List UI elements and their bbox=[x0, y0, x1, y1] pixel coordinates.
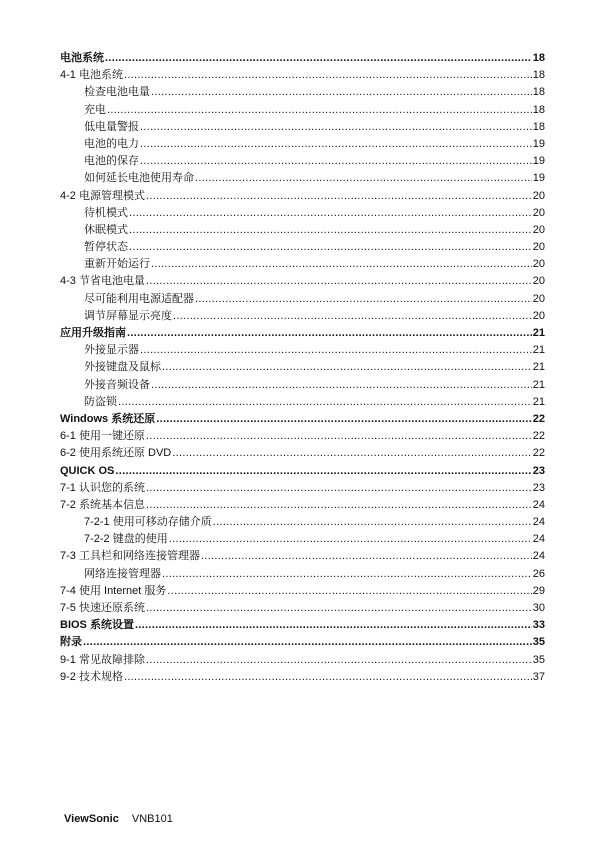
toc-entry-page: 24 bbox=[532, 498, 545, 511]
dot-leader bbox=[146, 273, 532, 290]
toc-entry-label: 外接音频设备 bbox=[84, 378, 150, 391]
toc-entry[interactable] bbox=[60, 634, 545, 651]
toc-entry[interactable] bbox=[60, 50, 545, 67]
toc-entry[interactable] bbox=[60, 411, 545, 428]
dot-leader bbox=[105, 50, 532, 67]
toc-entry[interactable] bbox=[60, 652, 545, 669]
toc-entry-page: 20 bbox=[532, 241, 545, 254]
toc-entry-label: 9-1 常见故障排除 bbox=[60, 653, 145, 666]
toc-entry[interactable] bbox=[60, 256, 545, 273]
toc-entry-label: 6-2 使用系统还原 DVD bbox=[60, 447, 172, 460]
dot-leader bbox=[140, 119, 532, 136]
toc-entry-page: 22 bbox=[532, 412, 545, 425]
toc-entry-page: 22 bbox=[532, 447, 545, 460]
toc-entry[interactable] bbox=[60, 291, 545, 308]
dot-leader bbox=[146, 652, 532, 669]
toc-entry[interactable] bbox=[60, 84, 545, 101]
dot-leader bbox=[129, 222, 532, 239]
toc-entry-label: 电池的保存 bbox=[84, 155, 139, 168]
toc-entry[interactable] bbox=[60, 583, 545, 600]
toc-entry-label: 外接显示器 bbox=[84, 344, 139, 357]
toc-entry-page: 20 bbox=[532, 206, 545, 219]
toc-entry[interactable] bbox=[60, 205, 545, 222]
dot-leader bbox=[167, 583, 531, 600]
dot-leader bbox=[173, 308, 532, 325]
footer-model: VNB101 bbox=[131, 813, 173, 825]
dot-leader bbox=[83, 634, 532, 651]
dot-leader bbox=[115, 463, 531, 480]
toc-entry-page: 18 bbox=[532, 103, 545, 116]
toc-entry-label: 尽可能利用电源适配器 bbox=[84, 292, 194, 305]
toc-entry-label: 网络连接管理器 bbox=[84, 567, 161, 580]
dot-leader bbox=[146, 497, 532, 514]
toc-entry-label: 重新开始运行 bbox=[84, 258, 150, 271]
toc-entry-page: 18 bbox=[532, 52, 545, 64]
footer-brand: ViewSonic bbox=[64, 813, 119, 825]
toc-entry-label: 4-3 节省电池电量 bbox=[60, 275, 145, 288]
toc-entry[interactable] bbox=[60, 463, 545, 480]
toc-entry-page: 35 bbox=[532, 636, 545, 649]
dot-leader bbox=[127, 325, 532, 342]
toc-entry-page: 20 bbox=[532, 223, 545, 236]
dot-leader bbox=[195, 291, 532, 308]
table-of-contents bbox=[60, 50, 545, 686]
toc-entry[interactable] bbox=[60, 669, 545, 686]
toc-entry[interactable] bbox=[60, 445, 545, 462]
toc-entry[interactable] bbox=[60, 600, 545, 617]
toc-entry-label: 7-3 工具栏和网络连接管理器 bbox=[60, 550, 200, 563]
dot-leader bbox=[172, 445, 532, 462]
toc-entry[interactable] bbox=[60, 102, 545, 119]
toc-entry-label: 4-2 电源管理模式 bbox=[60, 189, 145, 202]
toc-entry[interactable] bbox=[60, 377, 545, 394]
toc-entry-label: 检查电池电量 bbox=[84, 86, 150, 99]
toc-entry-label: BIOS 系统设置 bbox=[60, 619, 134, 632]
toc-entry[interactable] bbox=[60, 325, 545, 342]
toc-entry[interactable] bbox=[60, 188, 545, 205]
dot-leader bbox=[140, 153, 532, 170]
toc-entry[interactable] bbox=[60, 136, 545, 153]
dot-leader bbox=[146, 428, 532, 445]
dot-leader bbox=[169, 531, 532, 548]
toc-entry[interactable] bbox=[60, 394, 545, 411]
toc-entry-label: 7-5 快速还原系统 bbox=[60, 602, 145, 614]
dot-leader bbox=[146, 188, 532, 205]
toc-entry-label: 7-2 系统基本信息 bbox=[60, 498, 145, 511]
toc-entry-page: 21 bbox=[532, 327, 545, 339]
dot-leader bbox=[151, 377, 532, 394]
toc-entry[interactable] bbox=[60, 153, 545, 170]
toc-entry-label: 低电量警报 bbox=[84, 120, 139, 133]
toc-entry-page: 23 bbox=[532, 481, 545, 494]
toc-entry[interactable] bbox=[60, 548, 545, 565]
toc-entry[interactable] bbox=[60, 514, 545, 531]
toc-entry-page: 20 bbox=[532, 275, 545, 288]
toc-entry[interactable] bbox=[60, 273, 545, 290]
dot-leader bbox=[124, 669, 532, 686]
toc-entry-page: 24 bbox=[532, 516, 545, 529]
toc-entry-page: 18 bbox=[532, 120, 545, 133]
toc-entry-label: 待机模式 bbox=[84, 206, 128, 219]
dot-leader bbox=[162, 566, 532, 583]
dot-leader bbox=[162, 359, 532, 376]
toc-entry-page: 21 bbox=[532, 378, 545, 391]
dot-leader bbox=[129, 205, 532, 222]
toc-entry[interactable] bbox=[60, 617, 545, 634]
toc-entry-label: 9-2 技术规格 bbox=[60, 670, 123, 683]
toc-entry-page: 29 bbox=[532, 584, 545, 597]
dot-leader bbox=[135, 617, 532, 634]
toc-entry[interactable] bbox=[60, 480, 545, 497]
toc-entry-page: 19 bbox=[532, 155, 545, 168]
dot-leader bbox=[213, 514, 532, 531]
toc-entry-page: 20 bbox=[532, 309, 545, 322]
toc-entry-label: 附录 bbox=[60, 636, 82, 649]
toc-entry-label: 暂停状态 bbox=[84, 241, 128, 254]
toc-entry-label: 7-2-1 使用可移动存储介质 bbox=[84, 516, 212, 529]
dot-leader bbox=[124, 67, 532, 84]
toc-entry[interactable] bbox=[60, 239, 545, 256]
dot-leader bbox=[140, 342, 532, 359]
dot-leader bbox=[118, 394, 532, 411]
toc-entry-label: 电池的电力 bbox=[84, 137, 139, 150]
toc-entry-page: 35 bbox=[532, 653, 545, 666]
dot-leader bbox=[146, 600, 532, 617]
toc-entry[interactable] bbox=[60, 428, 545, 445]
dot-leader bbox=[107, 102, 532, 119]
toc-entry-label: 7-2-2 键盘的使用 bbox=[84, 533, 168, 546]
toc-entry-label: 调节屏幕显示亮度 bbox=[84, 309, 172, 322]
toc-entry-label: 应用升级指南 bbox=[60, 327, 126, 339]
toc-entry-label: QUICK OS bbox=[60, 464, 115, 477]
toc-entry-page: 19 bbox=[532, 137, 545, 150]
toc-entry-page: 37 bbox=[532, 670, 545, 683]
toc-entry-label: 休眠模式 bbox=[84, 223, 128, 236]
dot-leader bbox=[140, 136, 532, 153]
toc-entry[interactable] bbox=[60, 497, 545, 514]
toc-entry[interactable] bbox=[60, 566, 545, 583]
toc-entry-label: 外接键盘及鼠标 bbox=[84, 361, 161, 374]
toc-entry[interactable] bbox=[60, 308, 545, 325]
toc-entry-label: 4-1 电池系统 bbox=[60, 69, 123, 82]
toc-entry-label: 7-4 使用 Internet 服务 bbox=[60, 584, 167, 597]
dot-leader bbox=[129, 239, 532, 256]
toc-entry-page: 20 bbox=[532, 258, 545, 271]
page-footer bbox=[64, 813, 173, 825]
dot-leader bbox=[195, 170, 532, 187]
toc-entry-page: 24 bbox=[532, 550, 545, 563]
toc-entry[interactable] bbox=[60, 222, 545, 239]
toc-entry-page: 21 bbox=[532, 361, 545, 374]
toc-entry-page: 30 bbox=[532, 602, 545, 614]
toc-entry-label: 防盗锁 bbox=[84, 395, 117, 408]
toc-entry[interactable] bbox=[60, 359, 545, 376]
toc-entry-page: 23 bbox=[532, 464, 545, 477]
toc-entry-page: 33 bbox=[532, 619, 545, 632]
toc-entry-page: 26 bbox=[532, 567, 545, 580]
toc-entry[interactable] bbox=[60, 342, 545, 359]
toc-entry-label: 7-1 认识您的系统 bbox=[60, 481, 145, 494]
toc-entry-page: 21 bbox=[532, 344, 545, 357]
dot-leader bbox=[151, 256, 532, 273]
dot-leader bbox=[156, 411, 532, 428]
toc-entry-page: 18 bbox=[532, 69, 545, 82]
toc-entry-label: 充电 bbox=[84, 103, 106, 116]
toc-entry[interactable] bbox=[60, 119, 545, 136]
dot-leader bbox=[201, 548, 532, 565]
toc-entry-page: 19 bbox=[532, 172, 545, 185]
toc-entry[interactable] bbox=[60, 67, 545, 84]
toc-entry[interactable] bbox=[60, 170, 545, 187]
toc-entry-label: 如何延长电池使用寿命 bbox=[84, 172, 194, 185]
toc-entry-page: 20 bbox=[532, 292, 545, 305]
toc-entry-label: Windows 系统还原 bbox=[60, 412, 156, 425]
toc-entry-page: 22 bbox=[532, 430, 545, 443]
toc-entry[interactable] bbox=[60, 531, 545, 548]
toc-entry-label: 电池系统 bbox=[60, 52, 104, 64]
toc-entry-page: 21 bbox=[532, 395, 545, 408]
toc-entry-page: 24 bbox=[532, 533, 545, 546]
toc-entry-page: 18 bbox=[532, 86, 545, 99]
toc-entry-page: 20 bbox=[532, 189, 545, 202]
toc-entry-label: 6-1 使用一键还原 bbox=[60, 430, 145, 443]
dot-leader bbox=[151, 84, 532, 101]
dot-leader bbox=[146, 480, 532, 497]
